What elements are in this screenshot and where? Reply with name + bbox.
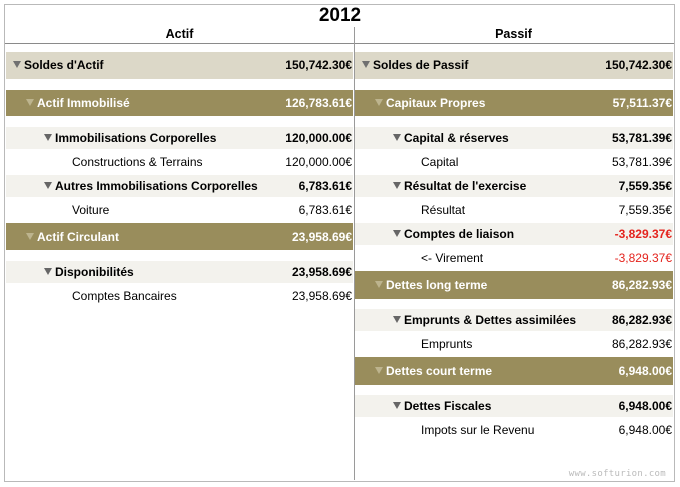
section-amount: 57,511.37€ bbox=[612, 96, 672, 110]
watermark: www.softurion.com bbox=[568, 469, 666, 479]
group-amount: 7,559.35€ bbox=[618, 179, 672, 193]
group-amount: 86,282.93€ bbox=[611, 313, 672, 327]
group-label: Immobilisations Corporelles bbox=[55, 131, 217, 145]
disclosure-triangle-icon[interactable] bbox=[393, 402, 401, 409]
account-label: Impots sur le Revenu bbox=[421, 423, 535, 437]
disclosure-triangle-icon[interactable] bbox=[13, 61, 21, 68]
account-row[interactable] bbox=[6, 152, 353, 174]
section-label: Dettes court terme bbox=[386, 364, 493, 378]
account-label: Constructions & Terrains bbox=[72, 155, 203, 169]
header-divider bbox=[5, 43, 674, 44]
account-amount: 86,282.93€ bbox=[611, 337, 672, 351]
disclosure-triangle-icon[interactable] bbox=[375, 367, 383, 374]
disclosure-triangle-icon[interactable] bbox=[375, 281, 383, 288]
section-label: Actif Circulant bbox=[37, 230, 120, 244]
account-amount: -3,829.37€ bbox=[614, 251, 672, 265]
group-label: Disponibilités bbox=[55, 265, 134, 279]
account-amount: 7,559.35€ bbox=[618, 203, 672, 217]
group-row[interactable] bbox=[355, 395, 673, 417]
section-row[interactable] bbox=[355, 271, 673, 299]
account-label: Résultat bbox=[421, 203, 466, 217]
disclosure-triangle-icon[interactable] bbox=[44, 134, 52, 141]
column-header-passif: Passif bbox=[495, 27, 532, 41]
disclosure-triangle-icon[interactable] bbox=[393, 230, 401, 237]
account-row[interactable] bbox=[355, 200, 673, 222]
account-row[interactable] bbox=[355, 248, 673, 270]
section-row[interactable] bbox=[355, 90, 673, 116]
account-amount: 6,783.61€ bbox=[298, 203, 352, 217]
group-amount: 53,781.39€ bbox=[611, 131, 672, 145]
account-row[interactable] bbox=[355, 420, 673, 442]
disclosure-triangle-icon[interactable] bbox=[375, 99, 383, 106]
section-amount: 23,958.69€ bbox=[291, 230, 352, 244]
disclosure-triangle-icon[interactable] bbox=[26, 99, 34, 106]
account-row[interactable] bbox=[6, 286, 353, 308]
account-row[interactable] bbox=[355, 152, 673, 174]
section-label: Dettes long terme bbox=[386, 278, 488, 292]
disclosure-triangle-icon[interactable] bbox=[393, 134, 401, 141]
section-row[interactable] bbox=[355, 357, 673, 385]
group-amount: 6,948.00€ bbox=[618, 399, 672, 413]
report-year-title: 2012 bbox=[318, 5, 362, 26]
disclosure-triangle-icon[interactable] bbox=[362, 61, 370, 68]
total-label: Soldes d'Actif bbox=[24, 58, 104, 72]
disclosure-triangle-icon[interactable] bbox=[44, 182, 52, 189]
group-amount: -3,829.37€ bbox=[614, 227, 672, 241]
group-row[interactable] bbox=[355, 223, 673, 245]
column-header-actif: Actif bbox=[165, 27, 194, 41]
disclosure-triangle-icon[interactable] bbox=[393, 182, 401, 189]
group-label: Capital & réserves bbox=[404, 131, 509, 145]
group-row[interactable] bbox=[6, 127, 353, 149]
group-label: Dettes Fiscales bbox=[404, 399, 492, 413]
section-label: Actif Immobilisé bbox=[37, 96, 130, 110]
total-row-actif[interactable] bbox=[6, 52, 353, 79]
group-amount: 23,958.69€ bbox=[291, 265, 352, 279]
account-amount: 53,781.39€ bbox=[611, 155, 672, 169]
total-amount: 150,742.30€ bbox=[285, 58, 352, 72]
group-amount: 120,000.00€ bbox=[285, 131, 352, 145]
account-row[interactable] bbox=[355, 334, 673, 356]
group-row[interactable] bbox=[6, 175, 353, 197]
group-row[interactable] bbox=[355, 175, 673, 197]
section-amount: 6,948.00€ bbox=[618, 364, 672, 378]
group-row[interactable] bbox=[355, 309, 673, 331]
group-label: Résultat de l'exercise bbox=[404, 179, 527, 193]
group-amount: 6,783.61€ bbox=[298, 179, 352, 193]
disclosure-triangle-icon[interactable] bbox=[26, 233, 34, 240]
section-label: Capitaux Propres bbox=[386, 96, 486, 110]
account-amount: 120,000.00€ bbox=[285, 155, 352, 169]
account-amount: 23,958.69€ bbox=[291, 289, 352, 303]
disclosure-triangle-icon[interactable] bbox=[44, 268, 52, 275]
group-label: Autres Immobilisations Corporelles bbox=[55, 179, 258, 193]
account-label: Voiture bbox=[72, 203, 110, 217]
section-amount: 126,783.61€ bbox=[285, 96, 352, 110]
section-row[interactable] bbox=[6, 223, 353, 250]
disclosure-triangle-icon[interactable] bbox=[393, 316, 401, 323]
total-label: Soldes de Passif bbox=[373, 58, 469, 72]
account-row[interactable] bbox=[6, 200, 353, 222]
total-amount: 150,742.30€ bbox=[605, 58, 672, 72]
group-row[interactable] bbox=[355, 127, 673, 149]
total-row-passif[interactable] bbox=[355, 52, 673, 79]
account-label: Emprunts bbox=[421, 337, 473, 351]
group-row[interactable] bbox=[6, 261, 353, 283]
section-amount: 86,282.93€ bbox=[611, 278, 672, 292]
section-row[interactable] bbox=[6, 90, 353, 116]
account-label: Capital bbox=[421, 155, 459, 169]
account-label: Comptes Bancaires bbox=[72, 289, 177, 303]
group-label: Comptes de liaison bbox=[404, 227, 515, 241]
account-amount: 6,948.00€ bbox=[618, 423, 672, 437]
group-label: Emprunts & Dettes assimilées bbox=[404, 313, 577, 327]
account-label: <- Virement bbox=[421, 251, 484, 265]
